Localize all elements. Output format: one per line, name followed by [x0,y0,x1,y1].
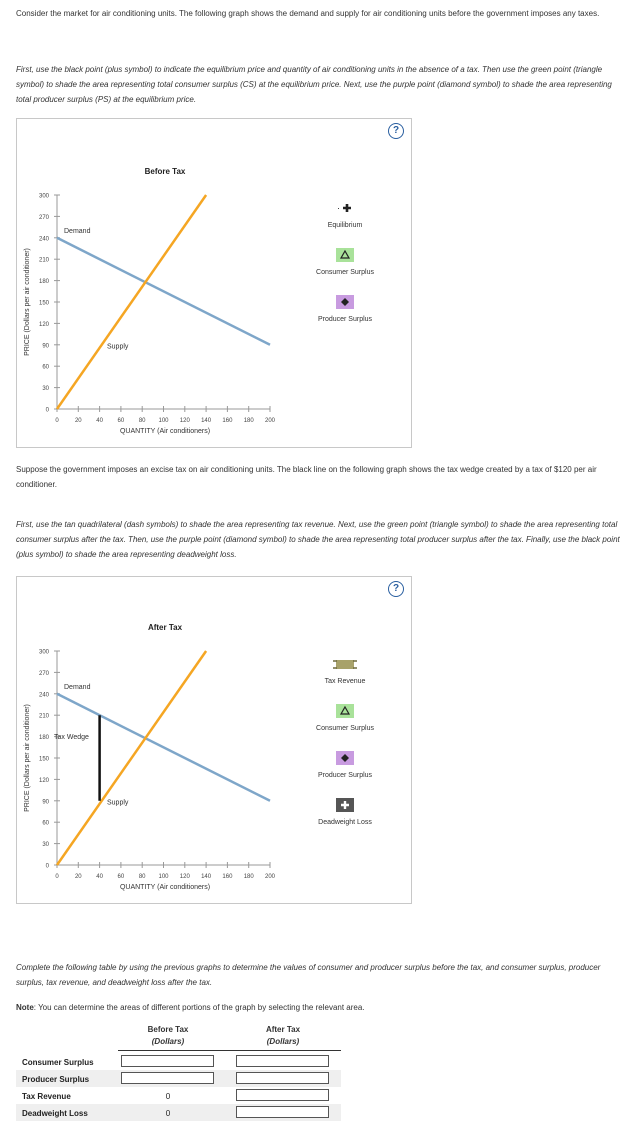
note-text: : You can determine the areas of different portions of the graph by selecting the relevant area. [33,1003,365,1012]
x-tick-label: 20 [74,874,82,880]
ps-before-input[interactable] [121,1072,214,1084]
col-after-tax-header: After Tax (Dollars) [265,1025,301,1046]
y-tick-label: 300 [38,649,49,656]
supply-label: Supply [107,343,129,351]
before-tax-chart[interactable] [17,119,411,447]
x-tick-label: 80 [138,418,146,424]
row-label-deadweight-loss: Deadweight Loss [22,1109,88,1118]
y-axis-label: PRICE (Dollars per air conditioner) [24,704,31,812]
y-tick-label: 150 [38,300,49,307]
x-tick-label: 140 [201,418,212,424]
y-tick-label: 270 [38,214,49,221]
tax-revenue-after-input[interactable] [236,1089,329,1101]
y-tick-label: 120 [38,777,49,784]
x-tick-label: 160 [222,418,233,424]
y-tick-label: 30 [42,842,49,849]
legend-item[interactable] [295,295,395,323]
legend-item[interactable] [295,751,395,779]
x-tick-label: 200 [264,418,276,424]
legend-label: Equilibrium [327,222,363,229]
intro-text: Consider the market for air conditioning units. The following graph shows the demand and supply for air conditioning units before the government imposes any taxes. [16,9,600,18]
y-tick-label: 300 [38,193,49,200]
tax-revenue-before-value: 0 [165,1092,171,1101]
x-tick-label: 120 [179,874,190,880]
x-tick-label: 100 [158,418,169,424]
y-tick-label: 90 [42,799,49,806]
help-icon[interactable]: ? [388,123,404,139]
legend-item[interactable] [295,657,395,685]
instructions-before-tax: First, use the black point (plus symbol) to indicate the equilibrium price and quantity of air conditioning units in the absence of a tax. Then use the green point (triangle symbol) to shade the area representing total consumer surplus (CS) at the equilibrium price. Next, use the purple point (diamond symbol) to shade the area representing total producer surplus (PS) at the equilibrium price. [16,65,612,104]
help-icon[interactable]: ? [388,581,404,597]
instructions-table: Complete the following table by using the previous graphs to determine the values of consumer and producer surplus before the tax, and consumer surplus, producer surplus, tax revenue, and deadweight loss after the tax. [16,963,601,987]
after-tax-graph-panel [16,576,412,904]
supply-label: Supply [107,799,129,807]
x-tick-label: 40 [96,874,103,880]
x-tick-label: 20 [74,418,82,424]
x-tick-label: 60 [117,418,125,424]
legend-item[interactable] [295,201,395,229]
note-label: Note [16,1003,34,1012]
y-tick-label: 240 [38,692,49,699]
y-tick-label: 60 [42,820,49,827]
tax-description: Suppose the government imposes an excise tax on air conditioning units. The black line on the following graph shows the tax wedge created by a tax of $120 per air conditioner. [16,465,597,489]
y-tick-label: 0 [45,863,49,870]
legend-label: Deadweight Loss [318,819,372,826]
tax-wedge-label: Tax Wedge [54,734,89,742]
x-tick-label: 0 [55,418,59,424]
x-tick-label: 120 [179,418,190,424]
x-tick-label: 60 [117,874,125,880]
dwl-before-value: 0 [165,1109,171,1118]
y-tick-label: 180 [38,735,49,742]
diamond-icon [335,751,355,765]
chart-title: Before Tax [144,167,186,176]
y-tick-label: 180 [38,279,49,286]
legend-label: Consumer Surplus [316,269,374,276]
note-line [16,1000,621,1015]
svg-text:·: · [337,203,340,213]
after-tax-chart[interactable] [17,577,411,903]
legend-label: Producer Surplus [317,772,373,779]
x-axis-label: QUANTITY (Air conditioners) [119,884,211,891]
row-label-tax-revenue: Tax Revenue [22,1092,71,1101]
x-tick-label: 180 [243,418,254,424]
col-before-tax-header: Before Tax (Dollars) [147,1025,189,1046]
y-tick-label: 210 [38,713,49,720]
x-tick-label: 100 [158,874,169,880]
plus-icon [335,201,355,215]
y-tick-label: 240 [38,236,49,243]
y-tick-label: 60 [42,364,49,371]
demand-line [57,694,270,801]
row-label-producer-surplus: Producer Surplus [22,1075,90,1084]
ps-after-input[interactable] [236,1072,329,1084]
y-tick-label: 30 [42,386,49,393]
legend-label: Producer Surplus [317,316,373,323]
legend-item[interactable] [295,798,395,826]
demand-line [57,238,270,345]
demand-label: Demand [64,227,91,235]
y-tick-label: 210 [38,257,49,264]
row-label-consumer-surplus: Consumer Surplus [22,1058,94,1067]
x-axis-label: QUANTITY (Air conditioners) [119,428,211,435]
tan-quad-icon [332,657,358,671]
instructions-after-tax: First, use the tan quadrilateral (dash symbols) to shade the area representing tax revenue. Next, use the green point (triangle symbol) to shade the area representing total consumer surplus after the tax. Then, use the purple point (diamond symbol) to shade the area representing total producer surplus after the tax. Finally, use the black point (plus symbol) to shade the area representing deadweight loss. [16,520,620,559]
x-tick-label: 200 [264,874,276,880]
x-tick-label: 140 [201,874,212,880]
y-tick-label: 150 [38,756,49,763]
y-tick-label: 0 [45,407,49,414]
chart-title: After Tax [147,623,183,632]
y-axis-label: PRICE (Dollars per air conditioner) [24,248,31,356]
x-tick-label: 160 [222,874,233,880]
y-tick-label: 90 [42,343,49,350]
demand-label: Demand [64,683,91,691]
dwl-after-input[interactable] [236,1106,329,1118]
header-divider [118,1050,341,1051]
legend-label: Consumer Surplus [316,725,374,732]
x-tick-label: 40 [96,418,103,424]
plus-icon [335,798,355,812]
cs-after-input[interactable] [236,1055,329,1067]
legend-label: Tax Revenue [324,678,366,685]
legend-item[interactable] [295,248,395,276]
diamond-icon [335,295,355,309]
y-tick-label: 120 [38,321,49,328]
cs-before-input[interactable] [121,1055,214,1067]
before-tax-graph-panel [16,118,412,448]
legend-item[interactable] [295,704,395,732]
x-tick-label: 80 [138,874,146,880]
triangle-icon [335,704,355,718]
triangle-icon [335,248,355,262]
y-tick-label: 270 [38,670,49,677]
x-tick-label: 0 [55,874,59,880]
x-tick-label: 180 [243,874,254,880]
